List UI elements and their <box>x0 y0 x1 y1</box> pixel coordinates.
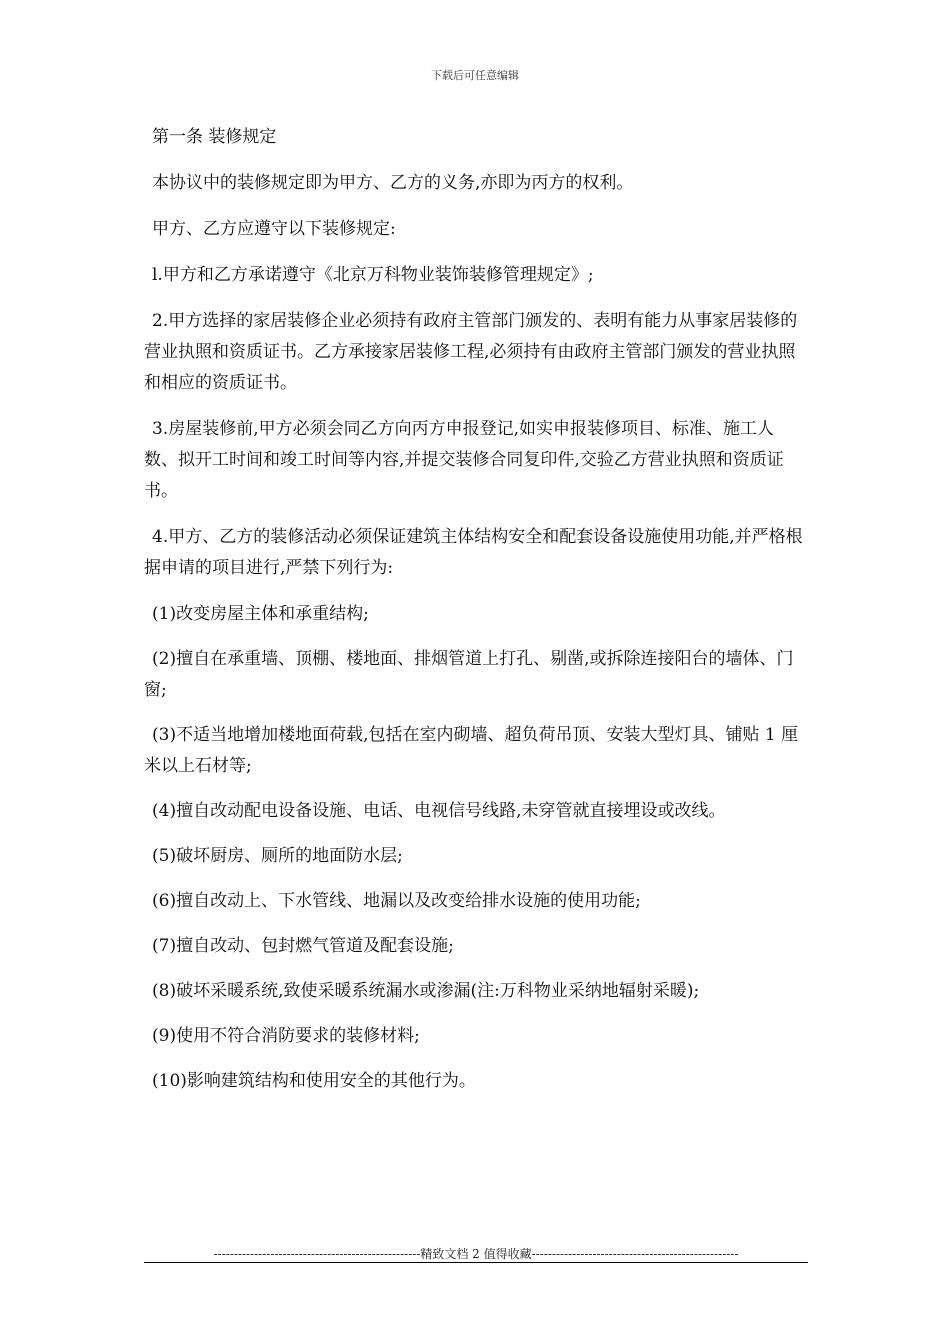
sub-list-item: (3)不适当地增加楼地面荷载,包括在室内砌墙、超负荷吊顶、安装大型灯具、铺贴 1 厘米以上石材等; <box>144 725 799 776</box>
document-body <box>144 122 808 1111</box>
sub-list-item: (5)破坏厨房、厕所的地面防水层; <box>152 846 403 866</box>
footer-divider <box>144 1262 808 1263</box>
page-header: 下载后可任意编辑 <box>431 69 519 82</box>
paragraph: 本协议中的装修规定即为甲方、乙方的义务,亦即为丙方的权利。 <box>152 173 634 193</box>
sub-list-item: (10)影响建筑结构和使用安全的其他行为。 <box>152 1071 476 1091</box>
sub-list-item: (7)擅自改动、包封燃气管道及配套设施; <box>152 936 454 956</box>
sub-list-item: (6)擅自改动上、下水管线、地漏以及改变给排水设施的使用功能; <box>152 891 641 911</box>
sub-list-item: (4)擅自改动配电设备设施、电话、电视信号线路,未穿管就直接埋设或改线。 <box>152 801 726 821</box>
list-item: 4.甲方、乙方的装修活动必须保证建筑主体结构安全和配套设备设施使用功能,并严格根据申请的项目进行,严禁下列行为: <box>144 527 803 578</box>
paragraph: 甲方、乙方应遵守以下装修规定: <box>152 219 396 239</box>
sub-list-item: (9)使用不符合消防要求的装修材料; <box>152 1026 420 1046</box>
sub-list-item: (2)擅自在承重墙、顶棚、楼地面、排烟管道上打孔、剔凿,或拆除连接阳台的墙体、门窗; <box>144 649 794 700</box>
list-item: 3.房屋装修前,甲方必须会同乙方向丙方申报登记,如实申报装修项目、标准、施工人数、拟开工时间和竣工时间等内容,并提交装修合同复印件,交验乙方营业执照和资质证书。 <box>144 419 784 501</box>
sub-list-item: (8)破坏采暖系统,致使采暖系统漏水或渗漏(注:万科物业采纳地辐射采暖); <box>152 981 700 1001</box>
list-item: 2.甲方选择的家居装修企业必须持有政府主管部门颁发的、表明有能力从事家居装修的营业执照和资质证书。乙方承接家居装修工程,必须持有由政府主管部门颁发的营业执照和相应的资质证书。 <box>144 311 798 393</box>
page-footer: ---------------------------------------------------精致文档 2 值得收藏--------------------------------------------------- <box>213 1247 739 1261</box>
section-title: 第一条 装修规定 <box>152 127 277 147</box>
list-item: l.甲方和乙方承诺遵守《北京万科物业装饰装修管理规定》; <box>152 265 594 285</box>
sub-list-item: (1)改变房屋主体和承重结构; <box>152 604 369 624</box>
